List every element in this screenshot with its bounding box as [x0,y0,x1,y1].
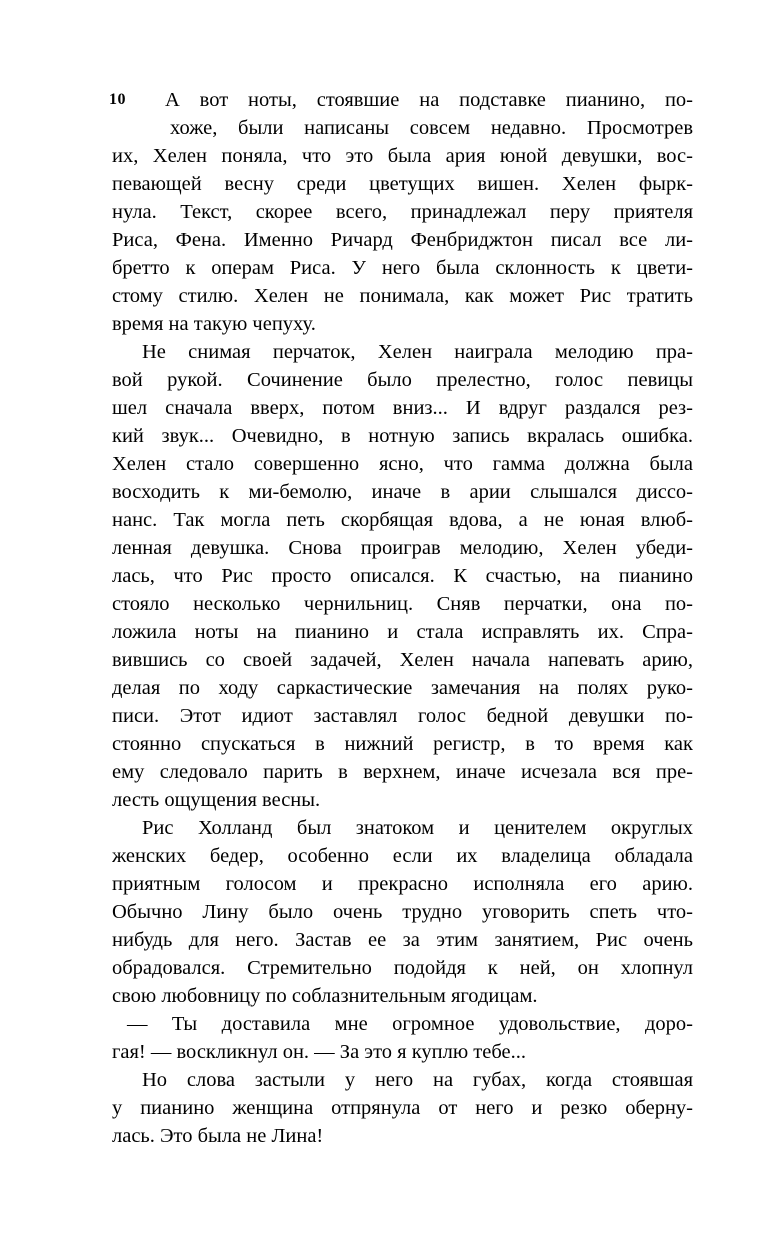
text-line: лась, что Рис просто описался. К счастью, на пианино [112,565,693,587]
text-line: ленная девушка. Снова проиграв мелодию, Хелен убеди- [112,537,693,559]
text-line: восходить к ми-бемолю, иначе в арии слышался диссо- [112,481,693,503]
text-line: А вот ноты, стоявшие на подставке пианино, по- [165,89,693,111]
text-line: Риса, Фена. Именно Ричард Фенбриджтон писал все ли- [112,229,693,251]
text-line: обрадовался. Стремительно подойдя к ней, он хлопнул [112,957,693,979]
text-line: вой рукой. Сочинение было прелестно, голос певицы [112,369,693,391]
text-line: бретто к операм Риса. У него была склонность к цвети- [112,257,693,279]
text-line: Рис Холланд был знатоком и ценителем округлых [142,817,693,839]
page-number: 10 [109,91,126,108]
text-line: — Ты доставила мне огромное удовольствие, доро- [127,1013,693,1035]
text-line: стому стилю. Хелен не понимала, как может Рис тратить [112,285,693,307]
text-line: нибудь для него. Застав ее за этим занятием, Рис очень [112,929,693,951]
text-line: время на такую чепуху. [112,313,316,335]
text-block [112,86,693,1150]
text-line: кий звук... Очевидно, в нотную запись вкралась ошибка. [112,425,693,447]
text-line: шел сначала вверх, потом вниз... И вдруг раздался рез- [112,397,693,419]
text-line: приятным голосом и прекрасно исполняла его арию. [112,873,693,895]
text-line: нанс. Так могла петь скорбящая вдова, а не юная влюб- [112,509,693,531]
text-line: делая по ходу саркастические замечания на полях руко- [112,677,693,699]
text-line: хоже, были написаны совсем недавно. Просмотрев [170,117,693,139]
text-line: Хелен стало совершенно ясно, что гамма должна была [112,453,693,475]
text-line: лась. Это была не Лина! [112,1125,324,1147]
text-line: лесть ощущения весны. [112,789,321,811]
text-line: их, Хелен поняла, что это была ария юной девушки, вос- [112,145,693,167]
text-line: свою любовницу по соблазнительным ягодицам. [112,985,538,1007]
text-line: нула. Текст, скорее всего, принадлежал перу приятеля [112,201,693,223]
text-line: женских бедер, особенно если их владелица обладала [112,845,693,867]
text-line: Обычно Лину было очень трудно уговорить спеть что- [112,901,693,923]
text-line: Но слова застыли у него на губах, когда стоявшая [142,1069,693,1091]
text-line: ему следовало парить в верхнем, иначе исчезала вся пре- [112,761,693,783]
text-line: Не снимая перчаток, Хелен наиграла мелодию пра- [142,341,693,363]
text-line: вившись со своей задачей, Хелен начала напевать арию, [112,649,693,671]
text-line: ложила ноты на пианино и стала исправлять их. Спра- [112,621,693,643]
text-line: стояло несколько чернильниц. Сняв перчатки, она по- [112,593,693,615]
text-line: стоянно спускаться в нижний регистр, в то время как [112,733,693,755]
text-line: у пианино женщина отпрянула от него и резко оберну- [112,1097,693,1119]
text-line: гая! — воскликнул он. — За это я куплю тебе... [112,1041,526,1063]
text-line: певающей весну среди цветущих вишен. Хелен фырк- [112,173,693,195]
text-line: писи. Этот идиот заставлял голос бедной девушки по- [112,705,693,727]
